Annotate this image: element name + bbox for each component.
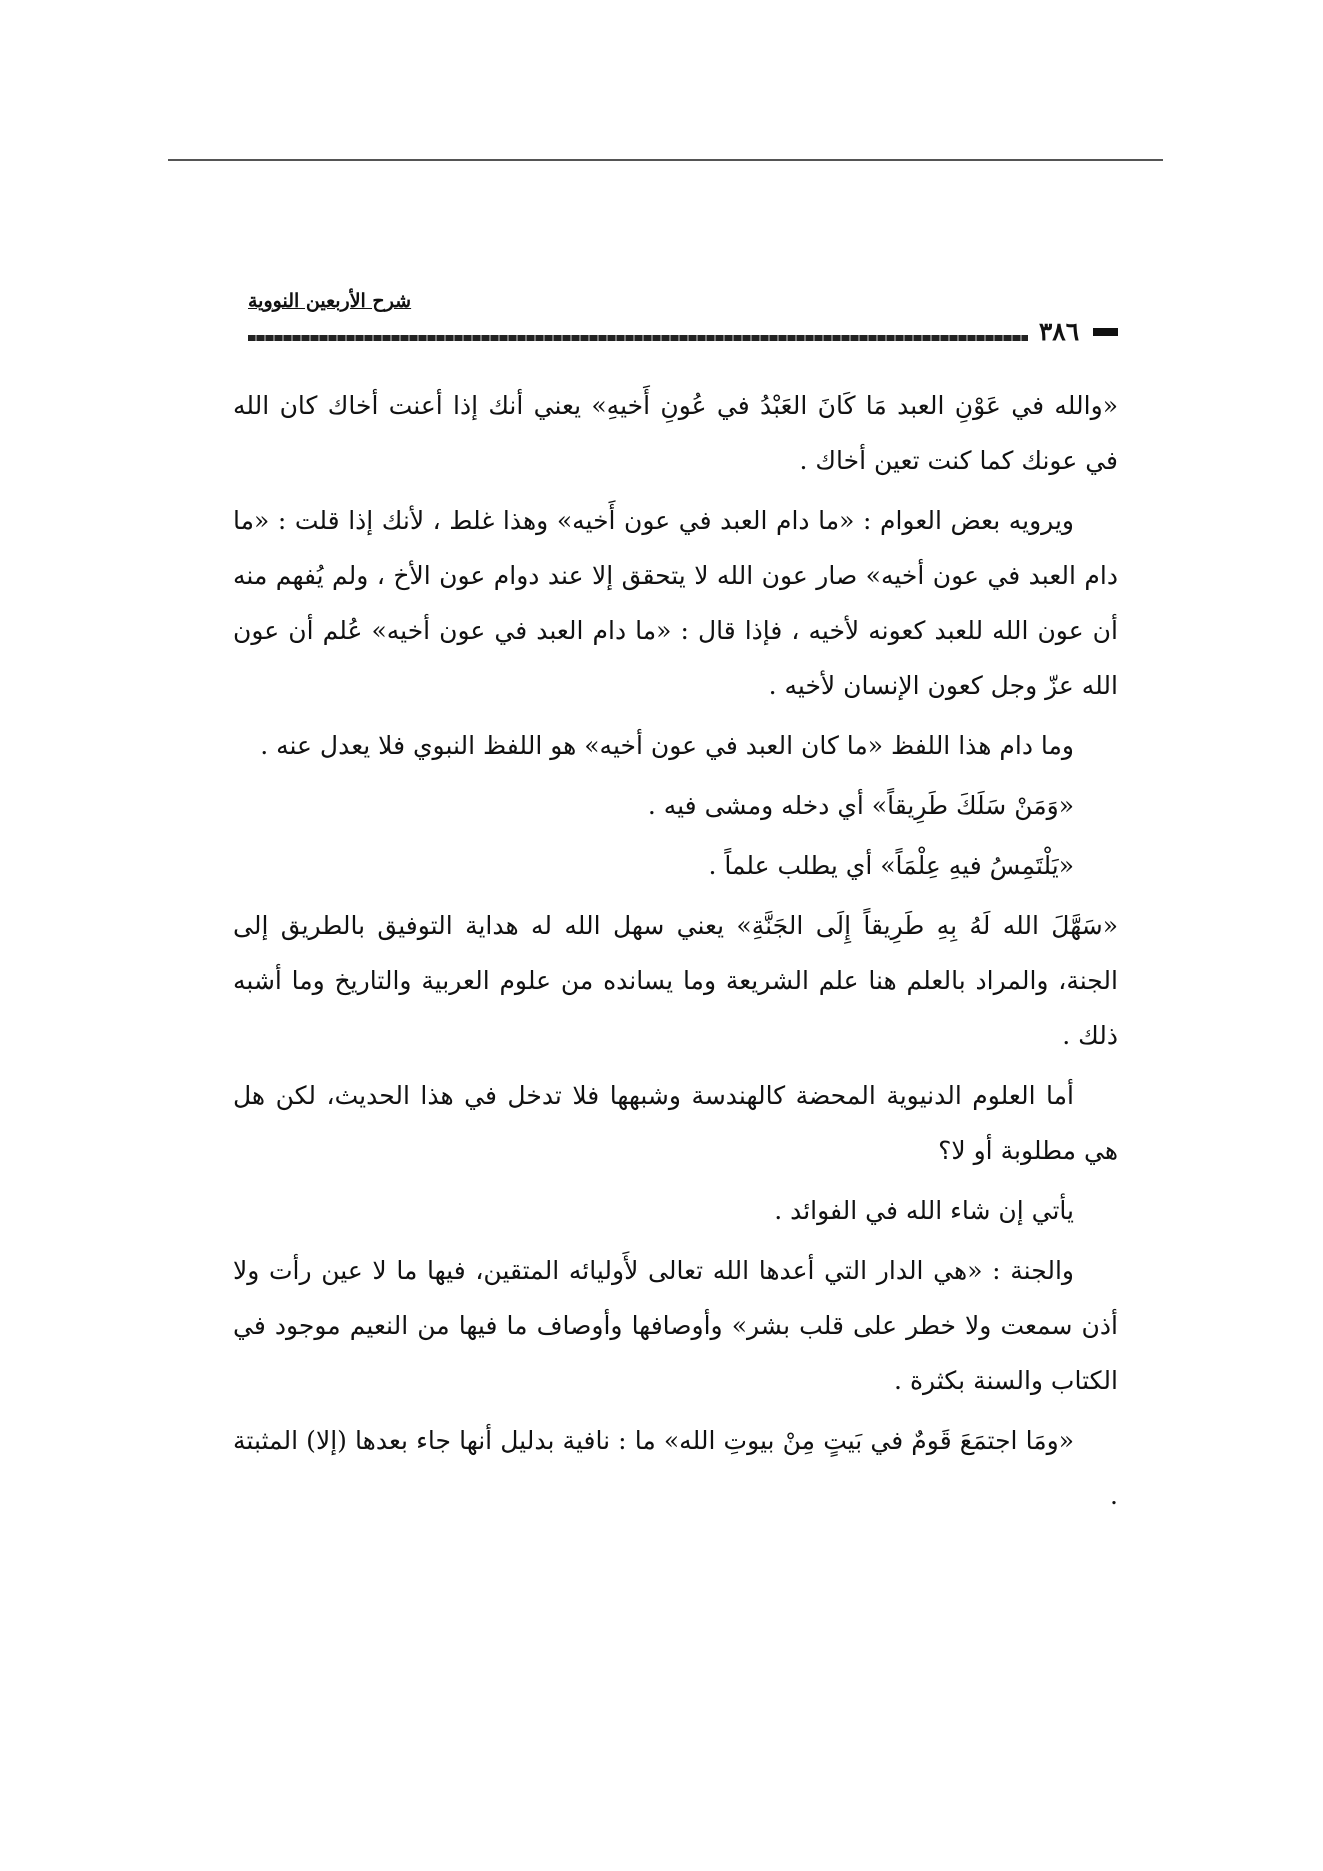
paragraph-path-to-paradise: «سَهَّلَ الله لَهُ بِهِ طَرِيقاً إِلَى الجَنَّةِ» يعني سهل الله له هداية التوفيق بالطريق إلى الجنة، والمراد بالعلم هنا علم الشريعة وما يسانده من علوم العربية والتاريخ وما أشبه ذلك . [233,911,1118,1050]
paragraph-gathering: «ومَا اجتمَعَ قَومٌ في بَيتٍ مِنْ بيوتِ الله» ما : نافية بدليل أنها جاء بعدها (إلا) المثبتة . [233,1426,1118,1510]
top-rule [168,159,1163,161]
header-rule [248,335,1028,341]
paragraph-paradise-definition: والجنة : «هي الدار التي أعدها الله تعالى لأَوليائه المتقين، فيها ما لا عين رأت ولا أذن سمعت ولا خطر على قلب بشر» وأوصافها وأوصاف ما فيها من النعيم موجود في الكتاب والسنة بكثرة . [233,1256,1118,1395]
paragraph-prophetic-wording: وما دام هذا اللفظ «ما كان العبد في عون أخيه» هو اللفظ النبوي فلا يعدل عنه . [260,731,1074,760]
page-body [233,378,1118,1528]
page-number: ٣٨٦ [1038,317,1080,346]
paragraph-seeking-knowledge: «يَلْتَمِسُ فيهِ عِلْمَاً» أي يطلب علماً . [708,851,1074,880]
running-head [248,290,1118,350]
paragraph-hadith-awn: «والله في عَوْنِ العبد مَا كَانَ العَبْدُ في عُونِ أَخيهِ» يعني أنك إذا أعنت أخاك كان الله في عونك كما كنت تعين أخاك . [233,391,1118,475]
book-title: شرح الأربعين النووية [248,290,412,312]
header-mark [1093,328,1118,336]
paragraph-common-error: ويرويه بعض العوام : «ما دام العبد في عون أَخيه» وهذا غلط ، لأنك إذا قلت : «ما دام العبد في عون أخيه» صار عون الله لا يتحقق إلا عند دوام عون الأخ ، ولم يُفهم منه أن عون الله للعبد كعونه لأخيه ، فإذا قال : «ما دام العبد في عون أخيه» عُلم أن عون الله عزّ وجل كعون الإنسان لأخيه . [233,506,1118,700]
paragraph-path: «وَمَنْ سَلَكَ طَرِيقاً» أي دخله ومشى فيه . [647,791,1074,820]
paragraph-benefits-note: يأتي إن شاء الله في الفوائد . [774,1196,1074,1225]
paragraph-worldly-sciences: أما العلوم الدنيوية المحضة كالهندسة وشبهها فلا تدخل في هذا الحديث، لكن هل هي مطلوبة أو لا؟ [233,1081,1118,1165]
